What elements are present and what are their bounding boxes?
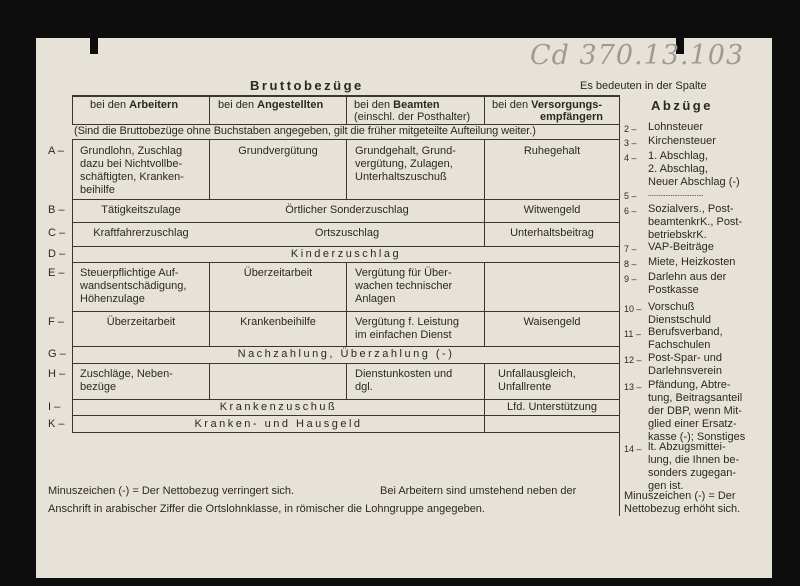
row-letter-a: A –: [48, 145, 64, 157]
abzug-text: VAP-Beiträge: [648, 241, 714, 253]
abzug-num: 7 –: [624, 244, 637, 254]
cell-e-arbeiter: Steuerpflichtige Auf- wandsentschädigung, Höhenzulage: [80, 267, 187, 305]
rule-3: [72, 246, 620, 247]
abzug-text: Kirchensteuer: [648, 135, 716, 147]
abzug-text: Darlehn aus der Postkasse: [648, 271, 727, 296]
rule-10: [72, 432, 620, 433]
abzug-text: Miete, Heizkosten: [648, 256, 736, 268]
abzug-num: 4 –: [624, 153, 637, 163]
footer-arbeiter-note: Bei Arbeitern sind umstehend neben der: [380, 485, 577, 497]
footer-right-note: Minuszeichen (-) = Der Nettobezug erhöht sich.: [624, 490, 741, 515]
cell-a-beamte: Grundgehalt, Grund- vergütung, Zulagen, Unterhaltszuschuß: [355, 145, 456, 183]
row-letter-g: G –: [48, 348, 66, 360]
row-letter-b: B –: [48, 204, 65, 216]
handwritten-reference: Cd 370.13.103: [530, 40, 745, 71]
rule-2: [72, 222, 620, 223]
cell-f-angestellte: Krankenbeihilfe: [240, 316, 316, 328]
row-letter-k: K –: [48, 418, 65, 430]
row-letter-e: E –: [48, 267, 65, 279]
cell-k-merged: Kranken- und Hausgeld: [194, 418, 363, 430]
abzug-num: 9 –: [624, 274, 637, 284]
abzug-text: Berufsverband, Fachschulen: [648, 326, 723, 351]
title: Bruttobezüge: [250, 78, 364, 93]
abzug-num: 8 –: [624, 259, 637, 269]
cell-d-full: Kinderzuschlag: [290, 248, 402, 260]
cell-f-versorgung: Waisengeld: [523, 316, 581, 328]
footer-minus-note: Minuszeichen (-) = Der Nettobezug verringert sich.: [48, 485, 295, 497]
col-header-versorgung-2: empfängern: [540, 111, 603, 123]
vline-1-h: [209, 363, 210, 399]
cell-b-arbeiter: Tätigkeitszulage: [101, 204, 181, 216]
footer-arbeiter-note-2: Anschrift in arabischer Ziffer die Ortslohnklasse, in römischer die Lohngruppe angegeben.: [48, 503, 485, 515]
abzug-num: 11 –: [624, 329, 641, 339]
row-letter-f: F –: [48, 316, 64, 328]
vline-head-0: [72, 96, 73, 124]
cell-h-beamte: Dienstunkosten und dgl.: [355, 368, 453, 393]
abzug-num: 2 –: [624, 124, 637, 134]
row-letter-c: C –: [48, 227, 66, 239]
cell-c-arbeiter: Kraftfahrerzuschlag: [93, 227, 189, 239]
cell-c-angestellte-beamte: Ortszuschlag: [314, 227, 380, 239]
abzug-text: Sozialvers., Post- beamtenkrK., Post- betriebskrK.: [648, 203, 743, 241]
abzug-num: 6 –: [624, 206, 637, 216]
rule-6: [72, 346, 620, 347]
abzug-num: 5 –: [624, 191, 637, 201]
abzug-num: 13 –: [624, 382, 642, 392]
abzug-text: Vorschuß Dienstschuld: [648, 301, 711, 326]
row-letter-d: D –: [48, 248, 66, 260]
abzug-text: ................................: [648, 189, 704, 198]
rule-4: [72, 262, 620, 263]
vline-2-h: [346, 363, 347, 399]
cell-b-versorgung: Witwengeld: [523, 204, 581, 216]
vline-0: [72, 139, 73, 432]
cell-i-merged: Krankenzuschuß: [219, 401, 338, 413]
vline-head-2: [346, 96, 347, 124]
cell-a-versorgung: Ruhegehalt: [523, 145, 581, 157]
cell-g-full: Nachzahlung, Überzahlung (-): [237, 348, 455, 360]
legend-note: Es bedeuten in der Spalte: [580, 80, 707, 92]
col-header-angestellte: bei den Angestellten: [218, 99, 324, 111]
cell-i-versorgung: Lfd. Unterstützung: [507, 401, 597, 413]
table-note: (Sind die Bruttobezüge ohne Buchstaben angegeben, gilt die früher mitgeteilte Aufteilung weiter.): [74, 125, 536, 137]
abzug-num: 14 –: [624, 444, 642, 454]
cell-e-angestellte: Überzeitarbeit: [243, 267, 313, 279]
vline-head-1: [209, 96, 210, 124]
abzug-num: 3 –: [624, 138, 637, 148]
rule-9: [72, 415, 620, 416]
cell-c-versorgung: Unterhaltsbeitrag: [510, 227, 594, 239]
cell-h-versorgung: Unfallausgleich, Unfallrente: [498, 368, 576, 393]
card-notch-left: [90, 38, 98, 54]
abzug-num: 10 –: [624, 304, 642, 314]
rule-note-top: [72, 124, 620, 125]
cell-h-arbeiter: Zuschläge, Neben- bezüge: [80, 368, 173, 393]
vline-3-e: [484, 262, 485, 346]
cell-b-angestellte-beamte: Örtlicher Sonderzuschlag: [285, 204, 409, 216]
cell-e-beamte: Vergütung für Über- wachen technischer Anlagen: [355, 267, 453, 305]
vline-3-hk: [484, 363, 485, 432]
cell-f-beamte: Vergütung f. Leistung im einfachen Dienst: [355, 316, 459, 341]
rule-5: [72, 311, 620, 312]
row-letter-h: H –: [48, 368, 66, 380]
vline-head-3: [484, 96, 485, 124]
rule-8: [72, 399, 620, 400]
rule-7: [72, 363, 620, 364]
cell-a-arbeiter: Grundlohn, Zuschlag dazu bei Nichtvollbe- schäftigten, Kranken- beihilfe: [80, 145, 184, 196]
col-header-versorgung: bei den Versorgungs-: [492, 99, 603, 111]
vline-2-e: [346, 262, 347, 346]
row-letter-i: I –: [48, 401, 61, 413]
abzug-text: lt. Abzugsmittei- lung, die Ihnen be- sonders zugegan- gen ist.: [648, 441, 740, 492]
col-header-arbeiter: bei den Arbeitern: [90, 99, 179, 111]
abzug-num: 12 –: [624, 355, 642, 365]
abzug-text: Post-Spar- und Darlehnsverein: [648, 352, 722, 377]
vline-right: [619, 96, 620, 516]
col-header-beamte: bei den Beamten: [354, 99, 440, 111]
abzuege-title: Abzüge: [651, 98, 713, 113]
abzug-text: 1. Abschlag, 2. Abschlag, Neuer Abschlag (-): [648, 150, 740, 188]
cell-a-angestellte: Grundvergütung: [238, 145, 318, 157]
abzug-text: Lohnsteuer: [648, 121, 704, 133]
rule-1: [72, 199, 620, 200]
col-header-beamte-sub: (einschl. der Posthalter): [354, 111, 471, 123]
vline-2-a: [346, 139, 347, 199]
abzug-text: Pfändung, Abtre- tung, Beitragsanteil der DBP, wenn Mit- glied einer Ersatz- kasse (-); Sonstiges: [648, 379, 746, 443]
cell-f-arbeiter: Überzeitarbeit: [106, 316, 176, 328]
